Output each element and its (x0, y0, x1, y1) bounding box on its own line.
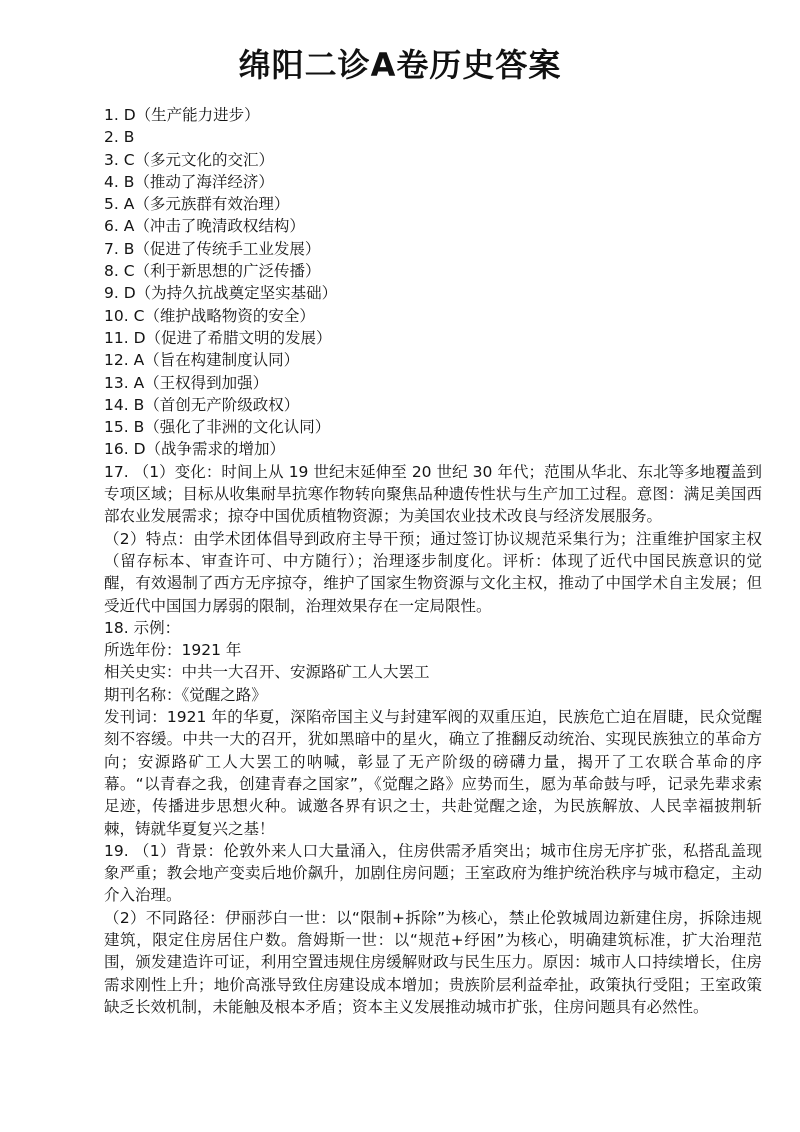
answer-item: 4. B（推动了海洋经济） (104, 172, 274, 191)
answer-item: 11. D（促进了希腊文明的发展） (104, 328, 332, 347)
q18-speech: 发刊词：1921 年的华夏，深陷帝国主义与封建军阀的双重压迫，民族危亡迫在眉睫，民众觉醒刻不容缓。中共一大的召开，犹如黑暗中的星火，确立了推翻反动统治、实现民族独立的革命方向；安源路矿工人大罢工的呐喊，彰显了无产阶级的磅礴力量，揭开了工农联合革命的序幕。“以青春之我，创建青春之国家”，《觉醒之路》应势而生，愿为革命鼓与呼，记录先辈求索足迹，传播进步思想火种。诚邀各界有识之士，共赴觉醒之途，为民族解放、人民幸福披荆斩棘，铸就华夏复兴之基！ (104, 708, 762, 838)
answer-item: 8. C（利于新思想的广泛传播） (104, 262, 321, 281)
page-title: 绵阳二诊A卷历史答案 (238, 46, 562, 84)
answer-item: 2. B (104, 128, 135, 147)
q19-part1: 19. （1）背景：伦敦外来人口大量涌入，住房供需矛盾突出；城市住房无序扩张，私搭乱盖现象严重；教会地产变卖后地价飙升，加剧住房问题；王室政府为维护统治秩序与城市稳定，主动介入治理。 (104, 841, 762, 905)
q17-part1: 17. （1）变化：时间上从 19 世纪末延伸至 20 世纪 30 年代；范围从华北、东北等多地覆盖到专项区域；目标从收集耐旱抗寒作物转向聚焦品种遗传性状与生产加工过程。意图：满足美国西部农业发展需求；掠夺中国优质植物资源；为美国农业技术改良与经济发展服务。 (104, 462, 762, 526)
answer-item: 3. C（多元文化的交汇） (104, 150, 275, 169)
answer-item: 7. B（促进了传统手工业发展） (104, 239, 321, 258)
answer-item: 14. B（首创无产阶级政权） (104, 395, 300, 414)
q18-facts: 相关史实：中共一大召开、安源路矿工人大罢工 (104, 663, 430, 682)
answer-item: 16. D（战争需求的增加） (104, 440, 286, 459)
q17-part2: （2）特点：由学术团体倡导到政府主导干预；通过签订协议规范采集行为；注重维护国家主权（留存标本、审查许可、中方随行）；治理逐步制度化。评析：体现了近代中国民族意识的觉醒，有效遏制了西方无序掠夺，维护了国家生物资源与文化主权，推动了中国学术自主发展；但受近代中国国力孱弱的限制，治理效果存在一定局限性。 (104, 529, 762, 615)
answer-item: 5. A（多元族群有效治理） (104, 195, 290, 214)
q18-year: 所选年份：1921 年 (104, 641, 242, 660)
answer-list (104, 104, 762, 461)
answer-item: 15. B（强化了非洲的文化认同） (104, 418, 331, 437)
q18-journal: 期刊名称：《觉醒之路》 (104, 685, 267, 704)
answer-item: 1. D（生产能力进步） (104, 106, 260, 124)
answer-item: 9. D（为持久抗战奠定坚实基础） (104, 284, 338, 303)
answer-item: 6. A（冲击了晚清政权结构） (104, 217, 305, 236)
answer-item: 10. C（维护战略物资的安全） (104, 306, 315, 325)
q18-heading: 18. 示例： (104, 618, 181, 637)
answer-item: 12. A（旨在构建制度认同） (104, 351, 300, 370)
q19-part2: （2）不同路径：伊丽莎白一世：以“限制+拆除”为核心，禁止伦敦城周边新建住房，拆除违规建筑，限定住房居住户数。詹姆斯一世：以“规范+纾困”为核心，明确建筑标准，扩大治理范围，颁发建造许可证，利用空置违规住房缓解财政与民生压力。原因：城市人口持续增长，住房需求刚性上升；地价高涨导致住房建设成本增加；贵族阶层利益牵扯，政策执行受阻；王室政策缺乏长效机制，未能触及根本矛盾；资本主义发展推动城市扩张，住房问题具有必然性。 (104, 908, 762, 1016)
answer-item: 13. A（王权得到加强） (104, 373, 269, 392)
